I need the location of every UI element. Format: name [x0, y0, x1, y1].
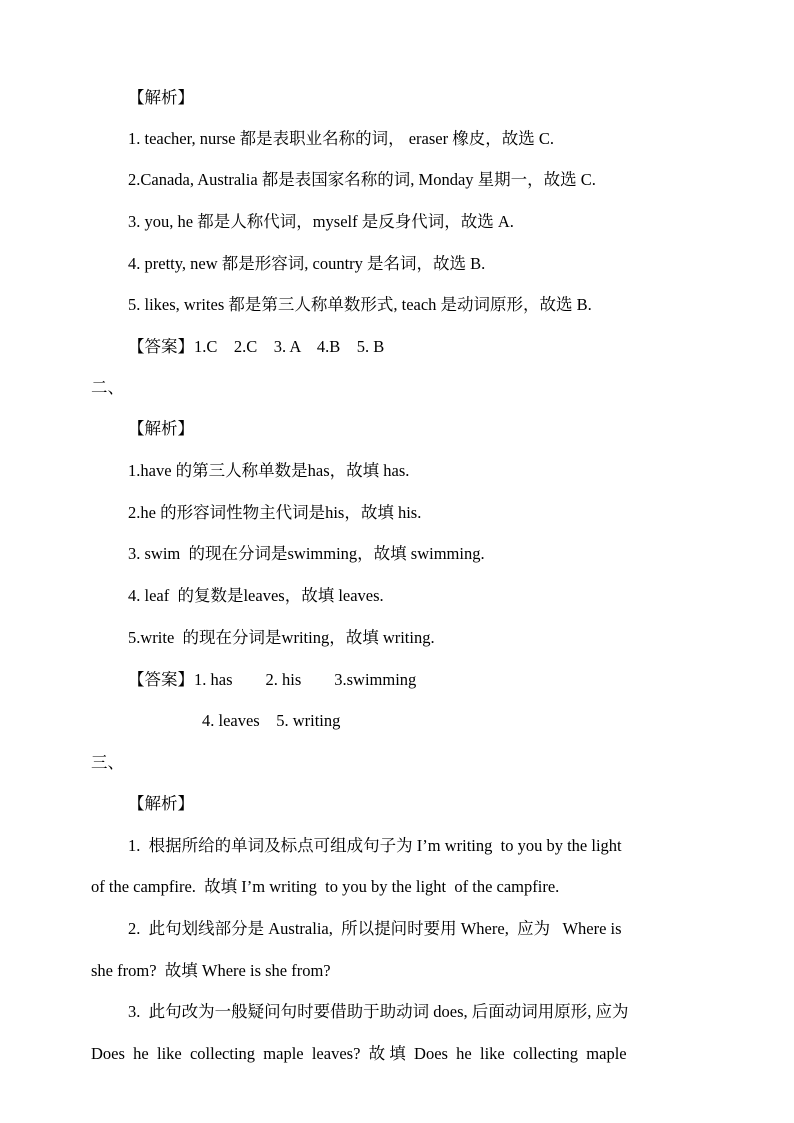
analysis-item: she from? 故填 Where is she from? [91, 961, 331, 980]
analysis-label: 【解析】 [128, 419, 194, 438]
analysis-item: 5.write 的现在分词是writing，故填 writing. [128, 628, 435, 647]
analysis-item: 1. teacher, nurse 都是表职业名称的词， eraser 橡皮，故选 C. [128, 129, 554, 148]
analysis-item: 5. likes, writes 都是第三人称单数形式, teach 是动词原形，故选 B. [128, 295, 592, 314]
analysis-label: 【解析】 [128, 88, 194, 107]
analysis-item: 2.Canada, Australia 都是表国家名称的词, Monday 星期一，故选 C. [128, 170, 596, 189]
analysis-item: 3. 此句改为一般疑问句时要借助于助动词 does, 后面动词用原形, 应为 [128, 1002, 629, 1021]
analysis-item: 4. pretty, new 都是形容词, country 是名词，故选 B. [128, 254, 486, 273]
analysis-label: 【解析】 [128, 794, 194, 813]
answer-line: 【答案】1.C 2.C 3. A 4.B 5. B [128, 337, 385, 356]
analysis-item: 1.have 的第三人称单数是has，故填 has. [128, 461, 410, 480]
answer-line: 【答案】1. has 2. his 3.swimming [128, 670, 417, 689]
analysis-item: Does he like collecting maple leaves? 故 填 Does he like collecting maple [91, 1044, 627, 1063]
answer-line: 4. leaves 5. writing [202, 711, 341, 730]
analysis-item: 2. 此句划线部分是 Australia, 所以提问时要用 Where, 应为 Where is [128, 919, 622, 938]
section-header: 二、 [91, 378, 124, 397]
analysis-item: 4. leaf 的复数是leaves，故填 leaves. [128, 586, 384, 605]
analysis-item: 2.he 的形容词性物主代词是his，故填 his. [128, 503, 422, 522]
analysis-item: 1. 根据所给的单词及标点可组成句子为 I’m writing to you by the light [128, 836, 622, 855]
section-header: 三、 [91, 753, 124, 772]
analysis-item: of the campfire. 故填 I’m writing to you by the light of the campfire. [91, 877, 560, 896]
analysis-item: 3. you, he 都是人称代词，myself 是反身代词，故选 A. [128, 212, 514, 231]
analysis-item: 3. swim 的现在分词是swimming，故填 swimming. [128, 544, 485, 563]
